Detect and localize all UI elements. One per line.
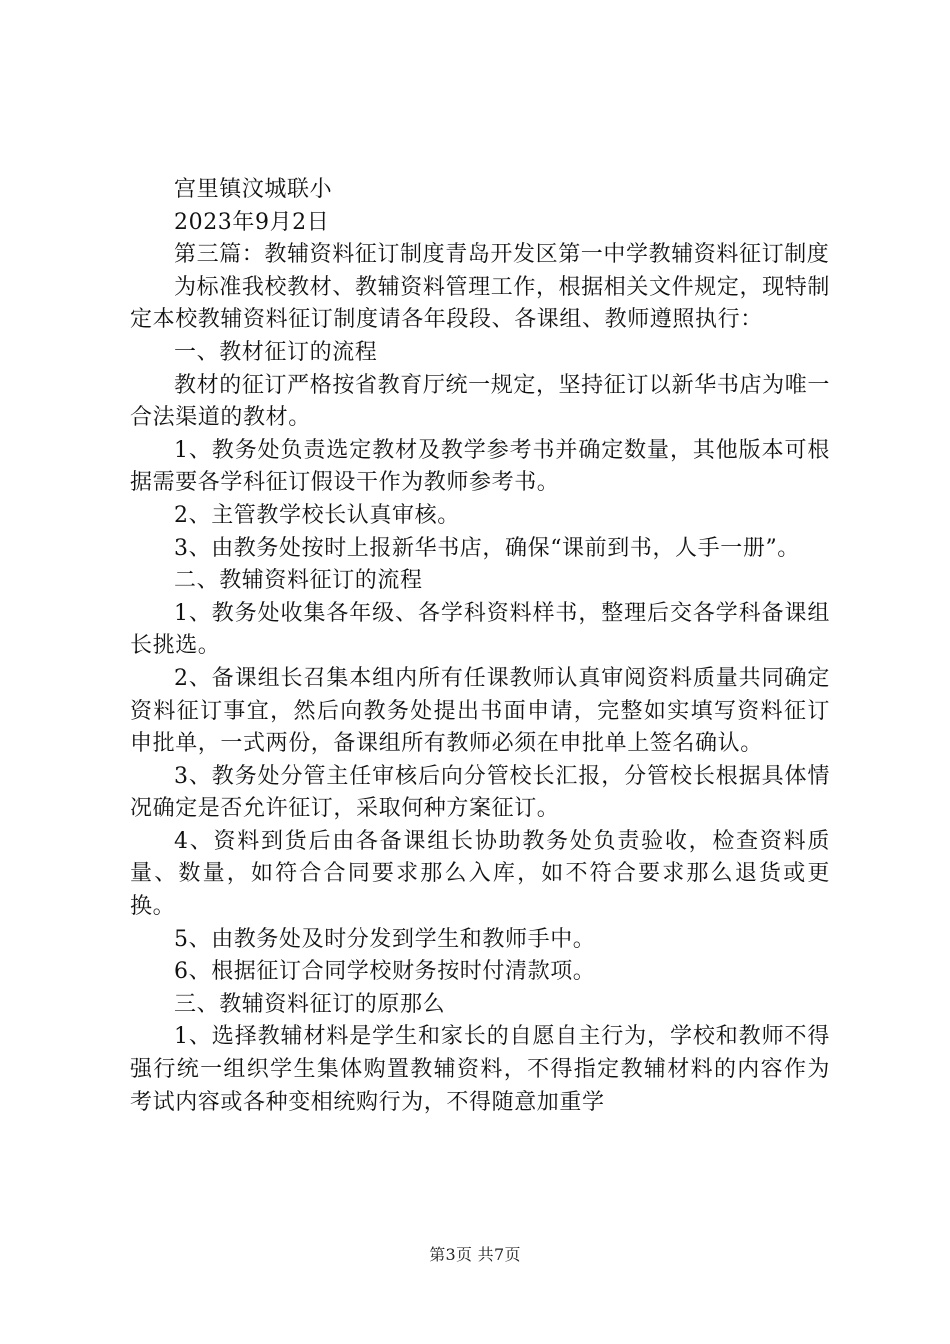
list-item: 4、资料到货后由各备课组长协助教务处负责验收，检查资料质量、数量，如符合合同要求那么入库，如不符合要求那么退货或更换。 [130,828,830,920]
list-item: 3、教务处分管主任审核后向分管校长汇报，分管校长根据具体情况确定是否允许征订，采取何种方案征订。 [130,763,830,822]
list-item: 6、根据征订合同学校财务按时付清款项。 [174,959,596,985]
section-heading-3: 三、教辅资料征订的原那么 [174,991,446,1017]
paragraph-school-name: 宫里镇汶城联小 [174,177,333,202]
paragraph-intro: 为标准我校教材、教辅资料管理工作，根据相关文件规定，现特制定本校教辅资料征订制度请各年段段、各课组、教师遵照执行： [130,274,830,333]
page-number: 第3页 共7页 [429,1245,521,1264]
list-item: 1、选择教辅材料是学生和家长的自愿自主行为，学校和教师不得强行统一组织学生集体购置教辅资料，不得指定教辅材料的内容作为考试内容或各种变相统购行为，不得随意加重学 [130,1024,830,1115]
list-item: 2、主管教学校长认真审核。 [174,502,460,528]
paragraph-date: 2023年9月2日 [174,209,330,235]
document-body [130,174,830,1119]
list-item: 1、教务处负责选定教材及教学参考书并确定数量，其他版本可根据需要各学科征订假设干作为教师参考书。 [130,437,830,496]
paragraph: 教材的征订严格按省教育厅统一规定，坚持征订以新华书店为唯一合法渠道的教材。 [130,372,830,431]
section-heading-1: 一、教材征订的流程 [174,339,378,365]
section-heading-2: 二、教辅资料征订的流程 [174,568,423,594]
list-item: 2、备课组长召集本组内所有任课教师认真审阅资料质量共同确定资料征订事宜，然后向教务处提出书面申请，完整如实填写资料征订申批单，一式两份，备课组所有教师必须在申批单上签名确认。 [130,665,830,757]
page-footer [0,1242,950,1265]
paragraph-chapter-title: 第三篇：教辅资料征订制度青岛开发区第一中学教辅资料征订制度 [174,242,830,268]
list-item: 3、由教务处按时上报新华书店，确保“课前到书，人手一册”。 [174,535,800,561]
list-item: 1、教务处收集各年级、各学科资料样书，整理后交各学科备课组长挑选。 [130,600,830,659]
list-item: 5、由教务处及时分发到学生和教师手中。 [174,926,596,952]
